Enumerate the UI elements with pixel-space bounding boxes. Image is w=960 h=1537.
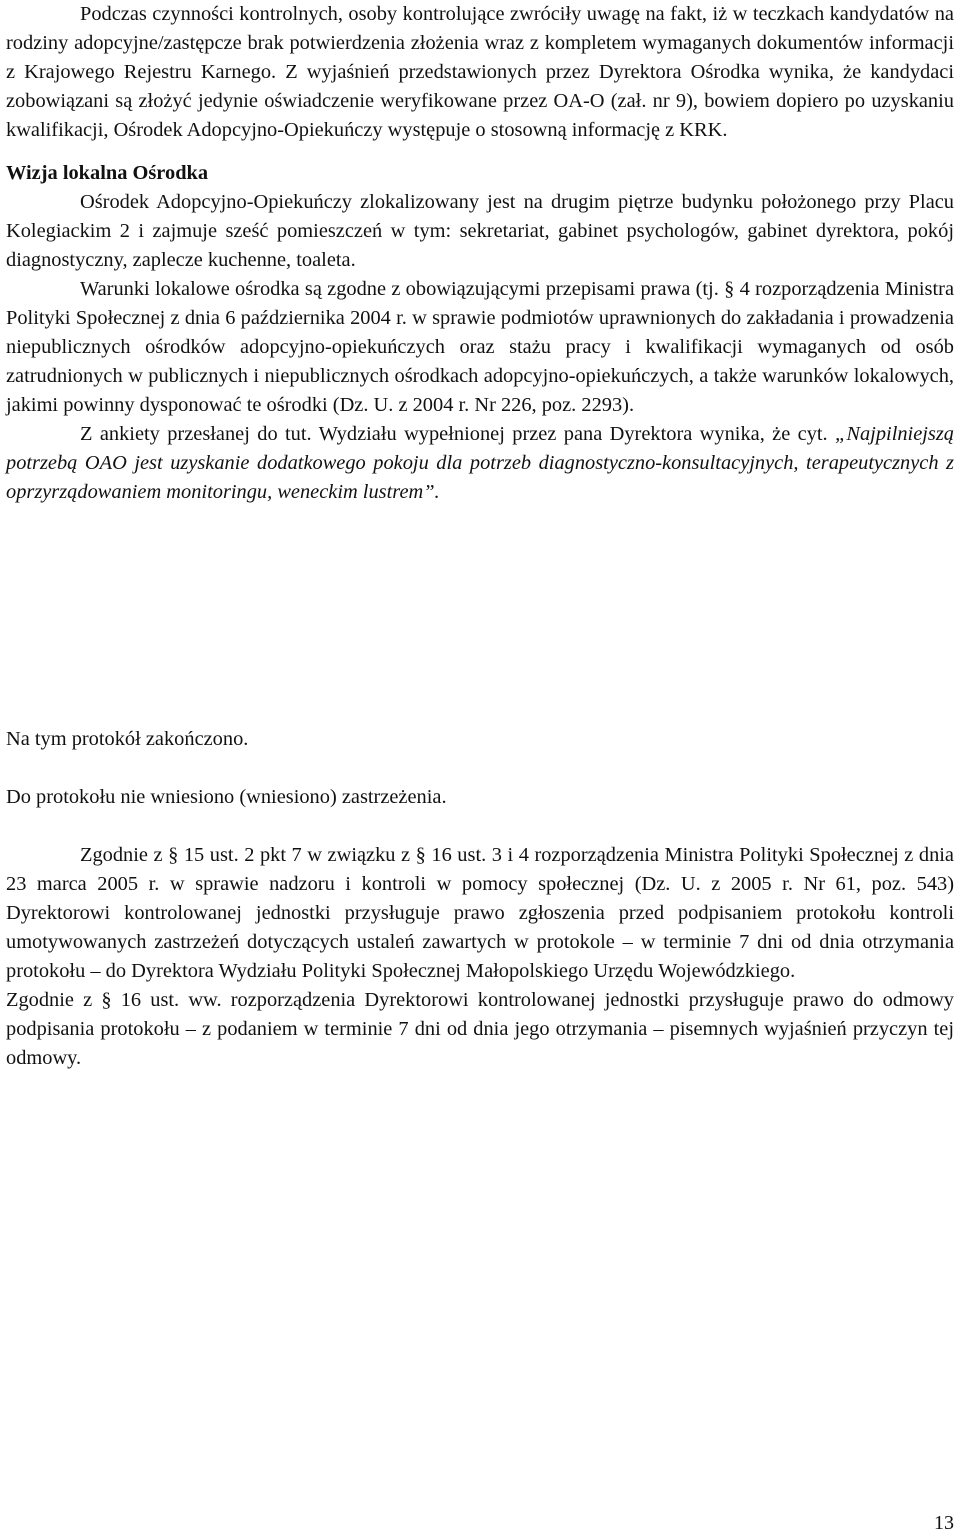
paragraph-premises-conditions: Warunki lokalowe ośrodka są zgodne z obowiązującymi przepisami prawa (tj. § 4 rozporządzenia Ministra Polityki Społecznej z dnia 6 października 2004 r. w sprawie podmiotów uprawnionych do zakładania i prowadzenia niepublicznych ośrodków adopcyjno-opiekuńczych oraz stażu pracy i kwalifikacji wymaganych od osób zatrudnionych w publicznych i niepublicznych ośrodkach adopcyjno-opiekuńczych, a także warunków lokalowych, jakimi powinny dysponować te ośrodki (Dz. U. z 2004 r. Nr 226, poz. 2293). (6, 278, 954, 416)
paragraph-survey (6, 420, 954, 507)
section-heading-site-visit: Wizja lokalna Ośrodka (6, 162, 209, 184)
paragraph-objection-rights: Zgodnie z § 15 ust. 2 pkt 7 w związku z § 16 ust. 3 i 4 rozporządzenia Ministra Polityki Społecznej z dnia 23 marca 2005 r. w sprawie nadzoru i kontroli w pomocy społecznej (Dz. U. z 2005 r. Nr 61, poz. 543) Dyrektorowi kontrolowanej jednostki przysługuje prawo zgłoszenia przed podpisaniem protokołu kontroli umotywowanych zastrzeżeń dotyczących ustaleń zawartych w protokole – w terminie 7 dni od dnia otrzymania protokołu – do Dyrektora Wydziału Polityki Społecznej Małopolskiego Urzędu Wojewódzkiego. (6, 844, 954, 982)
survey-quote: „Najpilniejszą potrzebą OAO jest uzyskanie dodatkowego pokoju dla potrzeb diagnostyczno-konsultacyjnych, terapeutycznych z oprzyrządowaniem monitoringu, weneckim lustrem”. (6, 423, 954, 503)
paragraph-premises: Ośrodek Adopcyjno-Opiekuńczy zlokalizowany jest na drugim piętrze budynku położonego przy Placu Kolegiackim 2 i zajmuje sześć pomieszczeń w tym: sekretariat, gabinet psychologów, gabinet dyrektora, pokój diagnostyczny, zaplecze kuchenne, toaleta. (6, 191, 954, 271)
survey-text: Z ankiety przesłanej do tut. Wydziału wypełnionej przez pana Dyrektora wynika, że cyt. (80, 423, 836, 445)
protocol-closed-line: Na tym protokół zakończono. (6, 728, 249, 750)
document-page (6, 0, 954, 1537)
paragraph-krk-info: Podczas czynności kontrolnych, osoby kontrolujące zwróciły uwagę na fakt, iż w teczkach kandydatów na rodziny adopcyjne/zastępcze brak potwierdzenia złożenia wraz z kompletem wymaganych dokumentów informacji z Krajowego Rejestru Karnego. Z wyjaśnień przedstawionych przez Dyrektora Ośrodka wynika, że kandydaci zobowiązani są złożyć jedynie oświadczenie weryfikowane przez OA-O (zał. nr 9), bowiem dopiero po uzyskaniu kwalifikacji, Ośrodek Adopcyjno-Opiekuńczy występuje o stosowną informację z KRK. (6, 3, 954, 141)
page-number: 13 (934, 1512, 954, 1534)
protocol-objections-line: Do protokołu nie wniesiono (wniesiono) zastrzeżenia. (6, 786, 447, 808)
paragraph-refusal-rights: Zgodnie z § 16 ust. ww. rozporządzenia Dyrektorowi kontrolowanej jednostki przysługuje prawo do odmowy podpisania protokołu – z podaniem w terminie 7 dni od dnia jego otrzymania – pisemnych wyjaśnień przyczyn tej odmowy. (6, 989, 954, 1069)
